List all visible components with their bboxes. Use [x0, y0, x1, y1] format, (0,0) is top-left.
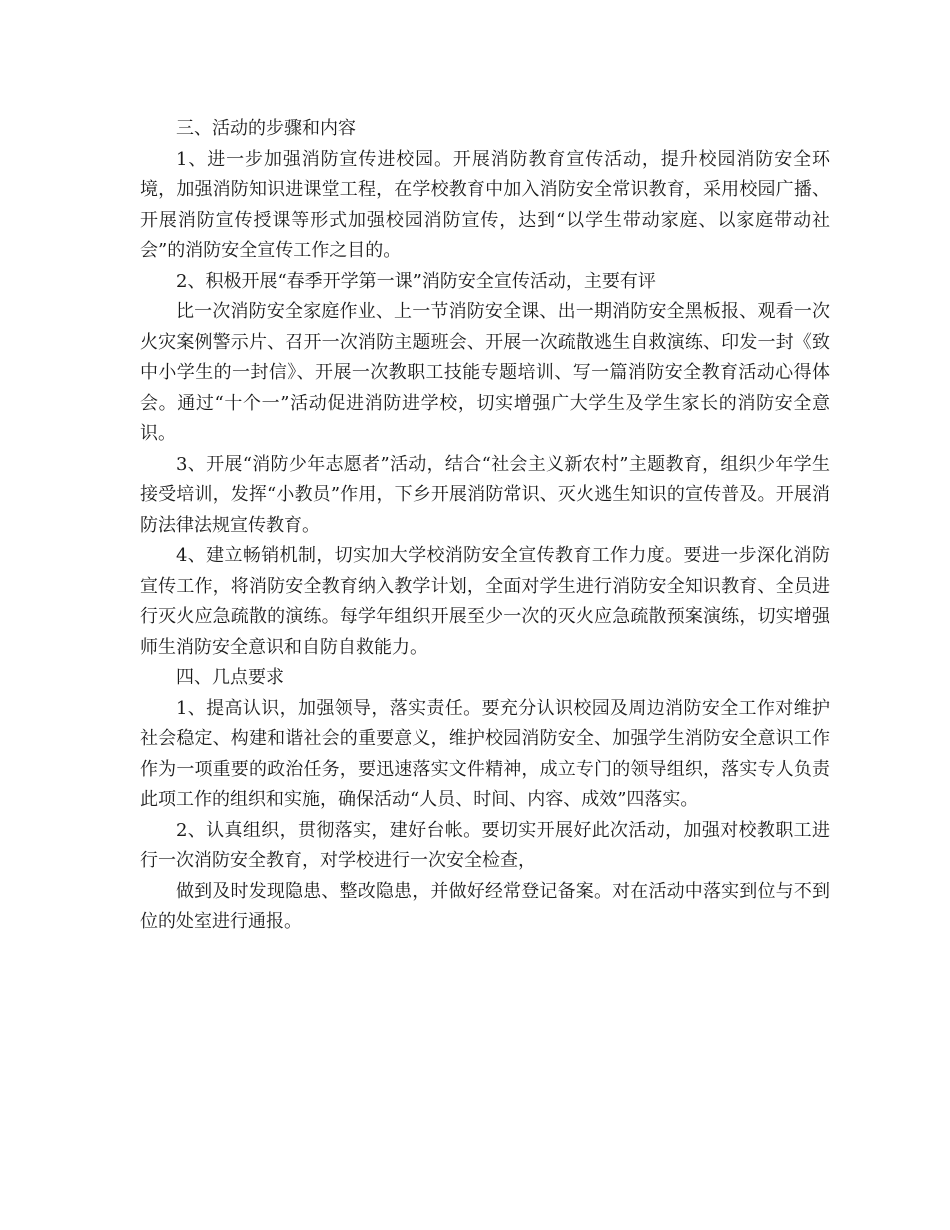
- paragraph-campus-promotion: 1、进一步加强消防宣传进校园。开展消防教育宣传活动，提升校园消防安全环境，加强消防知识进课堂工程，在学校教育中加入消防安全常识教育，采用校园广播、开展消防宣传授课等形式加强校园消防宣传，达到“以学生带动家庭、以家庭带动社会”的消防安全宣传工作之目的。: [140, 148, 830, 261]
- paragraph-ten-ones: 比一次消防安全家庭作业、上一节消防安全课、出一期消防安全黑板报、观看一次火灾案例警示片、召开一次消防主题班会、开展一次疏散逃生自救演练、印发一封《致中小学生的一封信》、开展一次教职工技能专题培训、写一篇消防安全教育活动心得体会。通过“十个一”活动促进消防进学校，切实增强广大学生及学生家长的消防安全意识。: [140, 301, 830, 444]
- paragraph-mechanism: 4、建立畅销机制，切实加大学校消防安全宣传教育工作力度。要进一步深化消防宣传工作，将消防安全教育纳入教学计划，全面对学生进行消防安全知识教育、全员进行灭火应急疏散的演练。每学年组织开展至少一次的灭火应急疏散预案演练，切实增强师生消防安全意识和自防自救能力。: [140, 545, 830, 658]
- document-body: [140, 114, 830, 938]
- paragraph-awareness: 1、提高认识，加强领导，落实责任。要充分认识校园及周边消防安全工作对维护社会稳定、构建和谐社会的重要意义，维护校园消防安全、加强学生消防安全意识工作作为一项重要的政治任务，要迅速落实文件精神，成立专门的领导组织，落实专人负责此项工作的组织和实施，确保活动“人员、时间、内容、成效”四落实。: [140, 697, 830, 810]
- paragraph-organization: 2、认真组织，贯彻落实，建好台帐。要切实开展好此次活动，加强对校教职工进行一次消防安全教育，对学校进行一次安全检查，: [140, 819, 830, 871]
- paragraph-first-lesson: 2、积极开展“春季开学第一课”消防安全宣传活动，主要有评: [176, 270, 656, 292]
- section-heading-activity-steps: 三、活动的步骤和内容: [176, 118, 356, 139]
- paragraph-hazards: 做到及时发现隐患、整改隐患，并做好经常登记备案。对在活动中落实到位与不到位的处室进行通报。: [140, 880, 830, 932]
- section-heading-requirements: 四、几点要求: [176, 667, 284, 688]
- paragraph-volunteers: 3、开展“消防少年志愿者”活动，结合“社会主义新农村”主题教育，组织少年学生接受培训，发挥“小教员”作用，下乡开展消防常识、灭火逃生知识的宣传普及。开展消防法律法规宣传教育。: [140, 453, 830, 536]
